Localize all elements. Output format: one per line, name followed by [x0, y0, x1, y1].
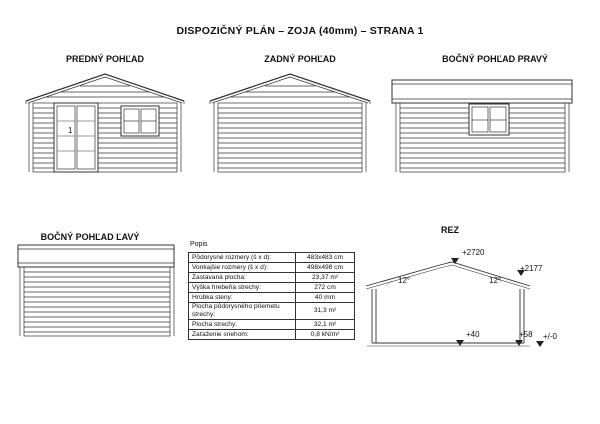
spec-label: Zaťaženie snehom: — [189, 330, 296, 340]
spec-label: Plocha strechy: — [189, 320, 296, 330]
spec-row — [189, 330, 355, 340]
front-view-label: PREDNÝ POHĽAD — [65, 54, 144, 64]
back-view-label: ZADNÝ POHĽAD — [264, 54, 336, 64]
spec-row — [189, 253, 355, 263]
ridge-height-label: +2720 — [462, 248, 485, 257]
spec-label: Vonkajšie rozmery (š x d): — [189, 263, 296, 273]
front-door-number: 1 — [68, 126, 73, 135]
spec-row — [189, 273, 355, 283]
spec-value: 272 cm — [296, 283, 355, 293]
roof-angle-left-label: 12° — [398, 276, 411, 285]
ground-level-marker — [536, 341, 544, 347]
spec-value: 23,37 m² — [296, 273, 355, 283]
roof-angle-right-label: 12° — [489, 276, 502, 285]
section-view-label: REZ — [441, 225, 459, 235]
description-heading: Popis — [190, 241, 208, 248]
eave-height-label: +2177 — [520, 264, 543, 273]
spec-row — [189, 283, 355, 293]
spec-value: 0,8 kN/m² — [296, 330, 355, 340]
spec-row — [189, 263, 355, 273]
floor-level-label: +40 — [466, 330, 480, 339]
spec-row — [189, 293, 355, 303]
spec-row — [189, 320, 355, 330]
spec-value: 31,3 m² — [296, 303, 355, 320]
spec-label: Pôdorysné rozmery (š x d): — [189, 253, 296, 263]
spec-label: Zastavaná plocha: — [189, 273, 296, 283]
ridge-level-marker — [451, 258, 459, 264]
spec-row — [189, 303, 355, 320]
spec-value: 498x498 cm — [296, 263, 355, 273]
specification-table — [188, 252, 355, 340]
left-view-label: BOČNÝ POHĽAD ĽAVÝ — [40, 232, 140, 242]
spec-label: Výška hrebeňa strechy: — [189, 283, 296, 293]
ground-level-label: +/-0 — [543, 332, 558, 341]
base-level-label: +58 — [519, 330, 533, 339]
spec-label: Hrúbka steny: — [189, 293, 296, 303]
spec-value: 32,1 m² — [296, 320, 355, 330]
spec-value: 40 mm — [296, 293, 355, 303]
spec-value: 483x483 cm — [296, 253, 355, 263]
right-view-label: BOČNÝ POHĽAD PRAVÝ — [442, 54, 548, 64]
page-title: DISPOZIČNÝ PLÁN – ZOJA (40mm) – STRANA 1 — [176, 25, 424, 37]
spec-label: Plocha pôdorysného priemetu strechy: — [189, 303, 296, 320]
